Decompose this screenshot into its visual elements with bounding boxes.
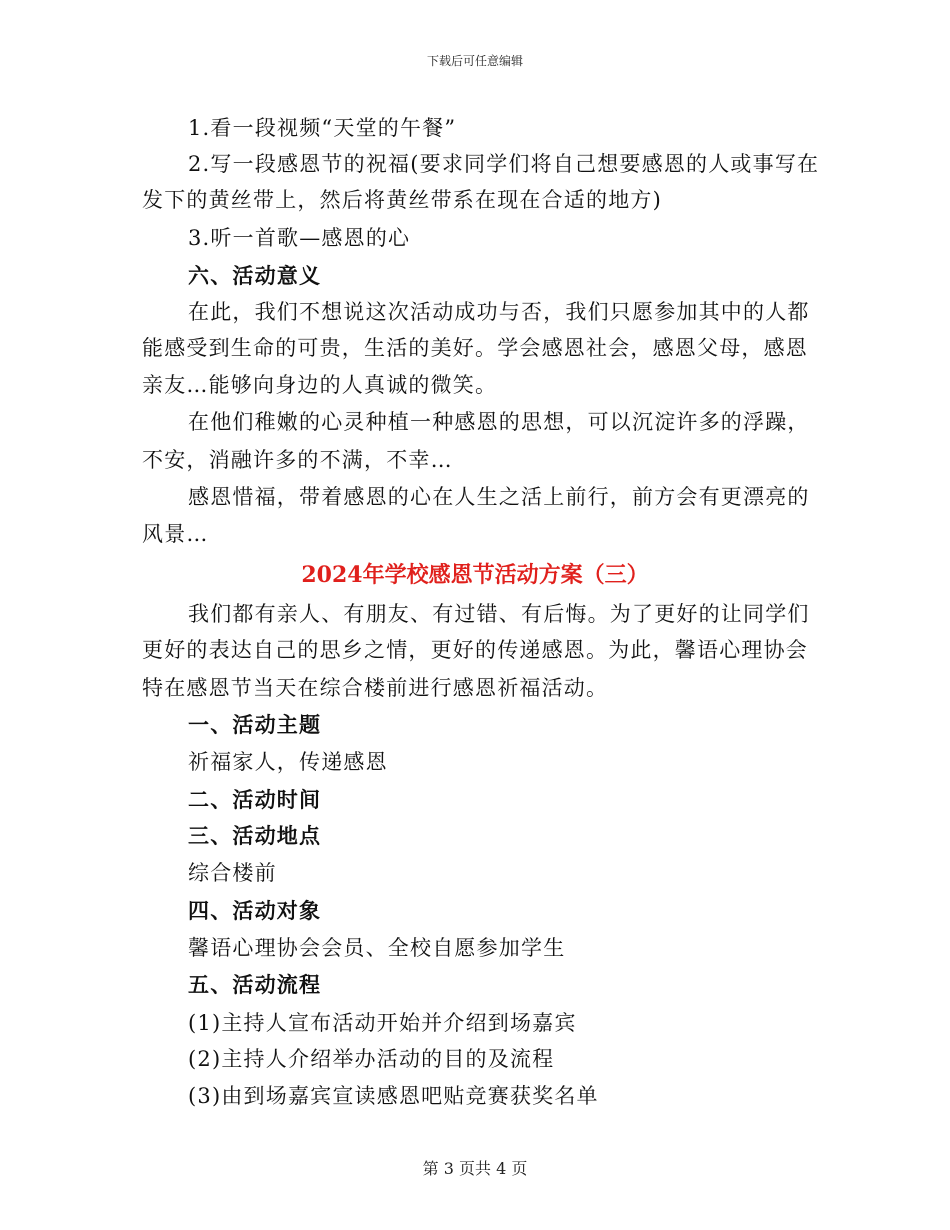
page-footer: 第 3 页共 4 页 [422,1159,528,1178]
paragraph-line: 感恩惜福，带着感恩的心在人生之活上前行，前方会有更漂亮的 [188,485,810,509]
paragraph-line: 在他们稚嫩的心灵种植一种感恩的思想，可以沉淀许多的浮躁， [188,410,810,434]
list-item: 1.看一段视频“天堂的午餐” [188,116,457,140]
list-item: (3)由到场嘉宾宣读感恩吧贴竞赛获奖名单 [188,1084,599,1108]
list-item: 2.写一段感恩节的祝福(要求同学们将自己想要感恩的人或事写在 [188,152,820,176]
section-heading: 四、活动对象 [188,898,322,923]
paragraph-line: 祈福家人，传递感恩 [188,750,388,774]
paragraph-line: 我们都有亲人、有朋友、有过错、有后悔。为了更好的让同学们 [188,602,810,626]
page-header: 下载后可任意编辑 [426,54,523,68]
paragraph-line: 风景… [142,522,209,546]
paragraph-line: 特在感恩节当天在综合楼前进行感恩祈福活动。 [142,676,609,700]
section-heading: 五、活动流程 [188,972,322,997]
paragraph-line: 能感受到生命的可贵，生活的美好。学会感恩社会，感恩父母，感恩 [142,336,808,360]
paragraph-line: 不安，消融许多的不满，不幸… [142,448,453,472]
section-heading: 一、活动主题 [188,712,322,737]
list-item: (2)主持人介绍举办活动的目的及流程 [188,1047,555,1071]
paragraph-line: 更好的表达自己的思乡之情，更好的传递感恩。为此，馨语心理协会 [142,638,808,662]
section-heading: 三、活动地点 [188,823,322,848]
section-heading: 六、活动意义 [188,263,322,288]
paragraph-line: 馨语心理协会会员、全校自愿参加学生 [188,936,566,960]
paragraph-line: 亲友…能够向身边的人真诚的微笑。 [142,373,498,397]
paragraph-line: 发下的黄丝带上，然后将黄丝带系在现在合适的地方) [142,188,662,212]
document-title: 2024年学校感恩节活动方案（三） [301,562,649,588]
list-item: (1)主持人宣布活动开始并介绍到场嘉宾 [188,1011,577,1035]
paragraph-line: 综合楼前 [188,861,277,885]
paragraph-line: 在此，我们不想说这次活动成功与否，我们只愿参加其中的人都 [188,300,810,324]
section-heading: 二、活动时间 [188,787,322,812]
list-item: 3.听一首歌—感恩的心 [188,226,411,250]
